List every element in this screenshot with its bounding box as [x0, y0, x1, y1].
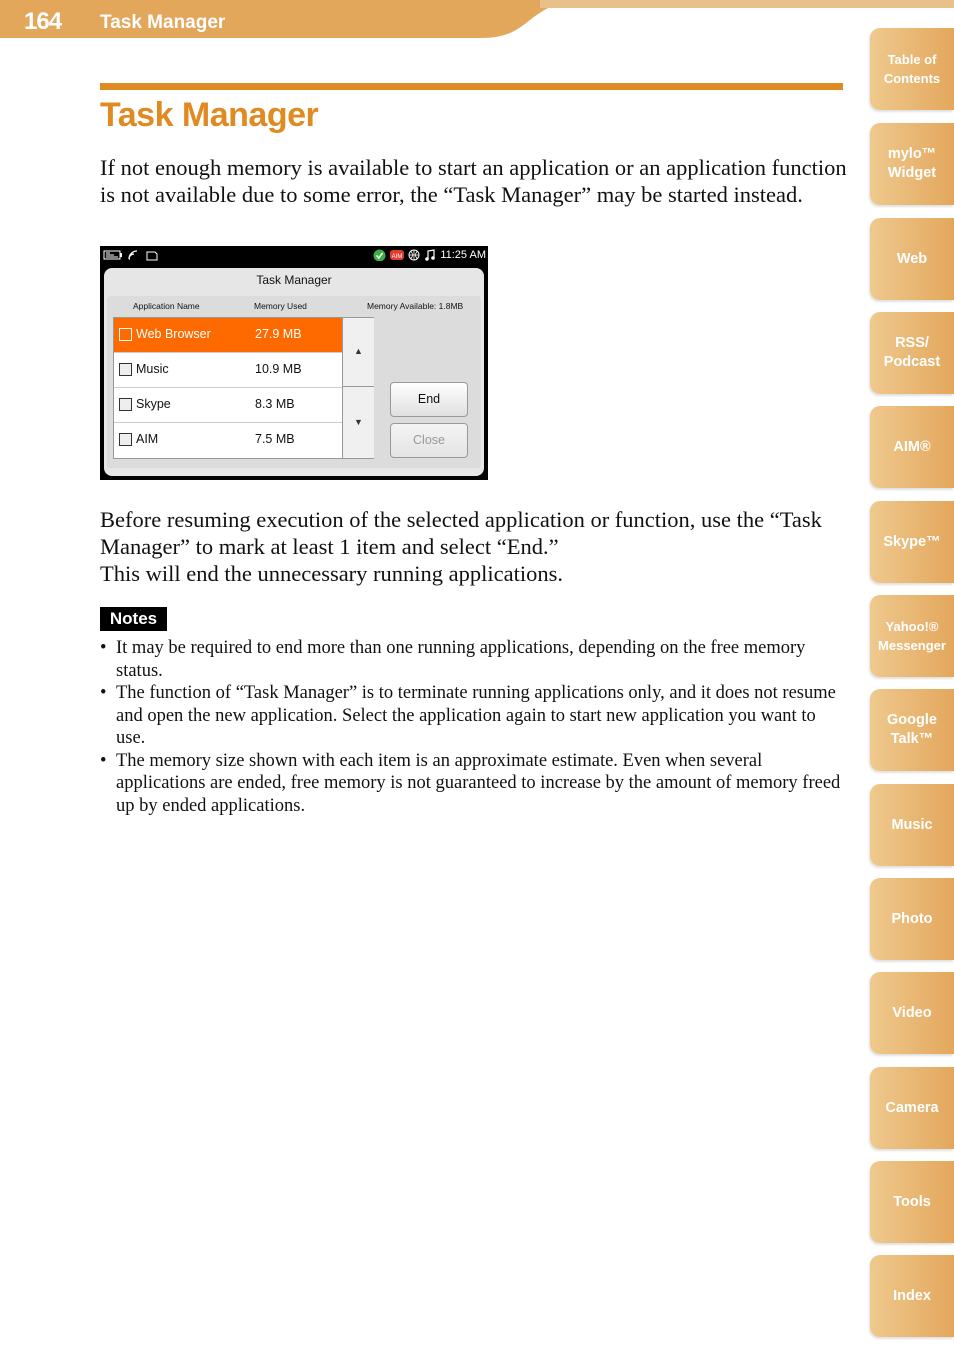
tab-label: Podcast	[883, 354, 941, 370]
tab-label: Tools	[893, 1193, 931, 1210]
close-button[interactable]: Close	[390, 423, 468, 458]
tab-label: Widget	[887, 165, 937, 181]
status-bar	[100, 246, 488, 266]
task-manager-dialog	[104, 268, 484, 476]
tab-photo[interactable]	[870, 878, 954, 960]
list-item[interactable]	[114, 353, 342, 388]
notes-list	[100, 637, 848, 817]
tab-camera[interactable]	[870, 1067, 954, 1149]
list-item[interactable]	[114, 388, 342, 423]
aim-status-icon	[390, 249, 404, 261]
header-background	[0, 0, 600, 40]
tab-label: Table of	[887, 52, 937, 67]
skype-status-icon	[373, 249, 386, 261]
list-item[interactable]	[114, 423, 342, 458]
tab-web[interactable]	[870, 218, 954, 300]
app-memory: 7.5 MB	[255, 432, 295, 446]
app-memory: 8.3 MB	[255, 397, 295, 411]
tab-skype[interactable]	[870, 501, 954, 583]
note-item: • It may be required to end more than one running applications, depending on the free memory status.	[100, 637, 848, 682]
page-title: Task Manager	[100, 96, 319, 134]
tab-label: Music	[891, 816, 933, 833]
header-rule	[540, 0, 954, 8]
list-item[interactable]	[114, 318, 342, 353]
intro-paragraph: If not enough memory is available to start an application or an application function is not available due to some error, the “Task Manager” may be started instead.	[100, 155, 847, 207]
app-memory: 10.9 MB	[255, 362, 302, 376]
tab-rss-podcast[interactable]	[870, 312, 954, 394]
tab-google-talk[interactable]	[870, 689, 954, 771]
note-item: • The memory size shown with each item is an approximate estimate. Even when several applications are ended, free memory is not guaranteed to increase by the amount of memory freed up by ended applications.	[100, 750, 848, 818]
end-button[interactable]: End	[390, 382, 468, 417]
svg-text:AIM: AIM	[391, 254, 403, 260]
tab-index[interactable]	[870, 1255, 954, 1337]
tab-tools[interactable]	[870, 1161, 954, 1243]
status-time: 11:25 AM	[440, 249, 486, 261]
tab-label: Talk™	[890, 731, 934, 747]
header-bar	[0, 0, 600, 40]
tab-aim[interactable]	[870, 406, 954, 488]
tab-label: Yahoo!®	[885, 619, 939, 634]
tab-label: Index	[893, 1287, 931, 1304]
tab-label: Web	[896, 250, 928, 267]
tab-label: Contents	[883, 71, 941, 86]
tab-label: Skype™	[883, 533, 941, 550]
tab-label: Google	[887, 712, 937, 728]
dialog-title: Task Manager	[256, 273, 332, 287]
note-item: • The function of “Task Manager” is to terminate running applications only, and it does not resume and open the new application. Select the application again to start new application you want to use.	[100, 682, 848, 750]
application-list	[113, 317, 374, 459]
battery-icon	[103, 249, 123, 261]
tab-label: RSS/	[895, 335, 929, 351]
checkbox[interactable]	[119, 433, 132, 446]
page-number: 164	[24, 8, 62, 35]
notes-badge: Notes	[100, 607, 167, 631]
title-rule	[100, 83, 843, 90]
running-title: Task Manager	[100, 12, 226, 33]
scrollbar[interactable]	[342, 318, 374, 458]
tab-label: AIM®	[893, 438, 931, 455]
app-memory: 27.9 MB	[255, 327, 302, 341]
scroll-up-arrow-icon[interactable]: ▲	[343, 318, 374, 387]
status-right	[373, 249, 486, 261]
wifi-icon	[127, 249, 141, 261]
checkbox[interactable]	[119, 398, 132, 411]
app-name: Skype	[136, 397, 171, 411]
memory-card-icon	[145, 249, 159, 261]
tab-label: Photo	[891, 910, 933, 927]
checkbox[interactable]	[119, 328, 132, 341]
instructions	[100, 506, 848, 587]
app-name: AIM	[136, 432, 159, 446]
column-header-memory-used: Memory Used	[254, 301, 307, 311]
tab-mylo-widget[interactable]	[870, 123, 954, 205]
task-manager-screenshot	[100, 246, 488, 480]
status-left	[103, 249, 159, 261]
column-header-app-name: Application Name	[133, 301, 200, 311]
checkbox[interactable]	[119, 363, 132, 376]
music-note-icon	[424, 249, 436, 261]
memory-available-label: Memory Available: 1.8MB	[367, 301, 464, 311]
tab-label: Camera	[885, 1099, 939, 1116]
tab-label: mylo™	[887, 146, 937, 162]
tab-music[interactable]	[870, 784, 954, 866]
app-name: Web Browser	[136, 327, 211, 341]
tab-video[interactable]	[870, 972, 954, 1054]
tab-label: Video	[892, 1004, 932, 1021]
tab-label: Messenger	[878, 638, 946, 653]
instructions-line-2: This will end the unnecessary running applications.	[100, 561, 564, 586]
app-name: Music	[136, 362, 169, 376]
tab-table-of-contents[interactable]	[870, 28, 954, 110]
instructions-line-1: Before resuming execution of the selected application or function, use the “Task Manager” to mark at least 1 item and select “End.”	[100, 507, 822, 559]
tab-yahoo-messenger[interactable]	[870, 595, 954, 677]
globe-icon	[408, 249, 420, 261]
scroll-down-arrow-icon[interactable]: ▼	[354, 417, 363, 427]
